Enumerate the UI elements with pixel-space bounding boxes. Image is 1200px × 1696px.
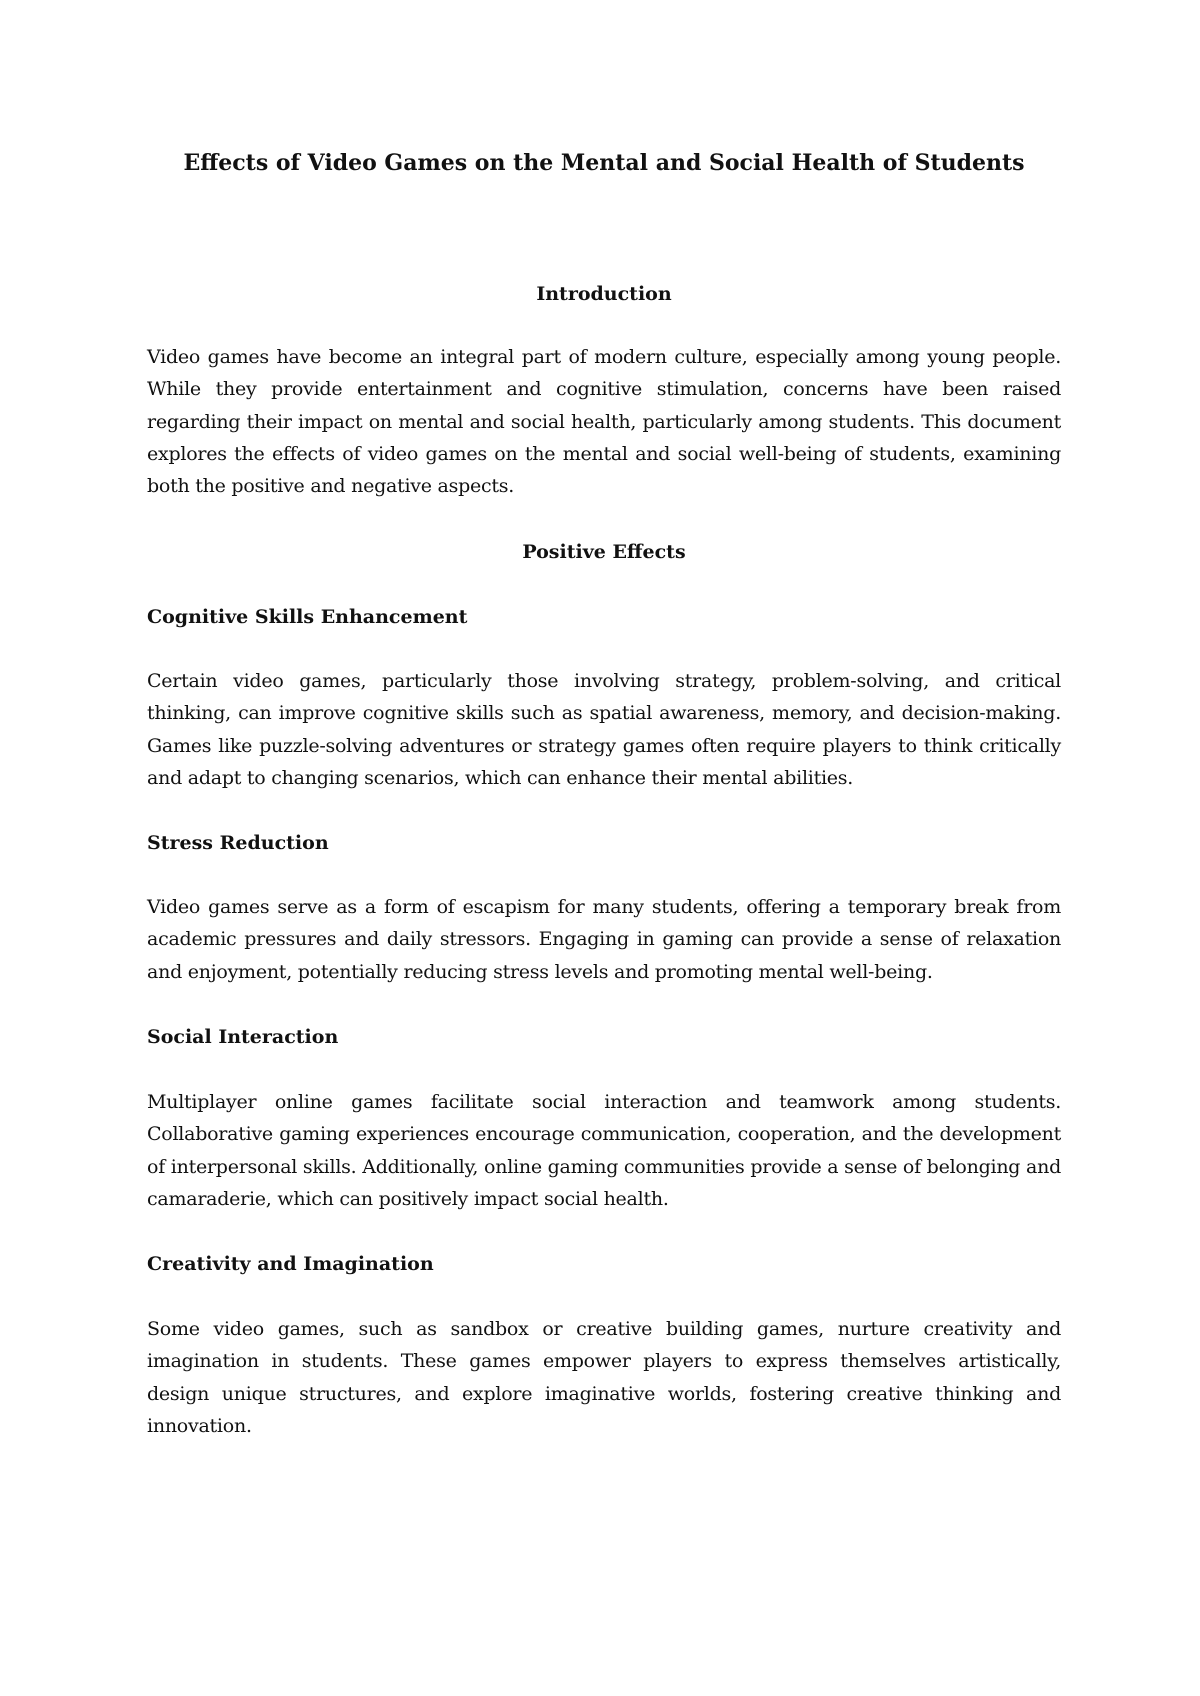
document-page bbox=[147, 0, 1061, 1696]
creativity-imagination-heading: Creativity and Imagination bbox=[147, 1253, 434, 1275]
stress-reduction-heading: Stress Reduction bbox=[147, 832, 329, 854]
creativity-imagination-paragraph: Some video games, such as sandbox or creative building games, nurture creativity and imagination in students. These games empower players to express themselves artistically, design unique structures, and explore imaginative worlds, fostering creative thinking and innovation. bbox=[147, 1318, 1061, 1437]
social-interaction-heading: Social Interaction bbox=[147, 1026, 339, 1048]
document-title: Effects of Video Games on the Mental and Social Health of Students bbox=[183, 150, 1025, 176]
introduction-heading: Introduction bbox=[536, 283, 672, 305]
cognitive-skills-paragraph: Certain video games, particularly those involving strategy, problem-solving, and critical thinking, can improve cognitive skills such as spatial awareness, memory, and decision-making. Games like puzzle-solving adventures or strategy games often require players to think critically and adapt to changing scenarios, which can enhance their mental abilities. bbox=[147, 670, 1061, 789]
introduction-paragraph: Video games have become an integral part of modern culture, especially among young people. While they provide entertainment and cognitive stimulation, concerns have been raised regarding their impact on mental and social health, particularly among students. This document explores the effects of video games on the mental and social well-being of students, examining both the positive and negative aspects. bbox=[147, 346, 1061, 498]
stress-reduction-paragraph: Video games serve as a form of escapism for many students, offering a temporary break from academic pressures and daily stressors. Engaging in gaming can provide a sense of relaxation and enjoyment, potentially reducing stress levels and promoting mental well-being. bbox=[147, 896, 1061, 983]
social-interaction-paragraph: Multiplayer online games facilitate social interaction and teamwork among students. Collaborative gaming experiences encourage communication, cooperation, and the development of interpersonal skills. Additionally, online gaming communities provide a sense of belonging and camaraderie, which can positively impact social health. bbox=[147, 1091, 1061, 1210]
cognitive-skills-heading: Cognitive Skills Enhancement bbox=[147, 606, 468, 628]
positive-effects-heading: Positive Effects bbox=[522, 541, 686, 563]
